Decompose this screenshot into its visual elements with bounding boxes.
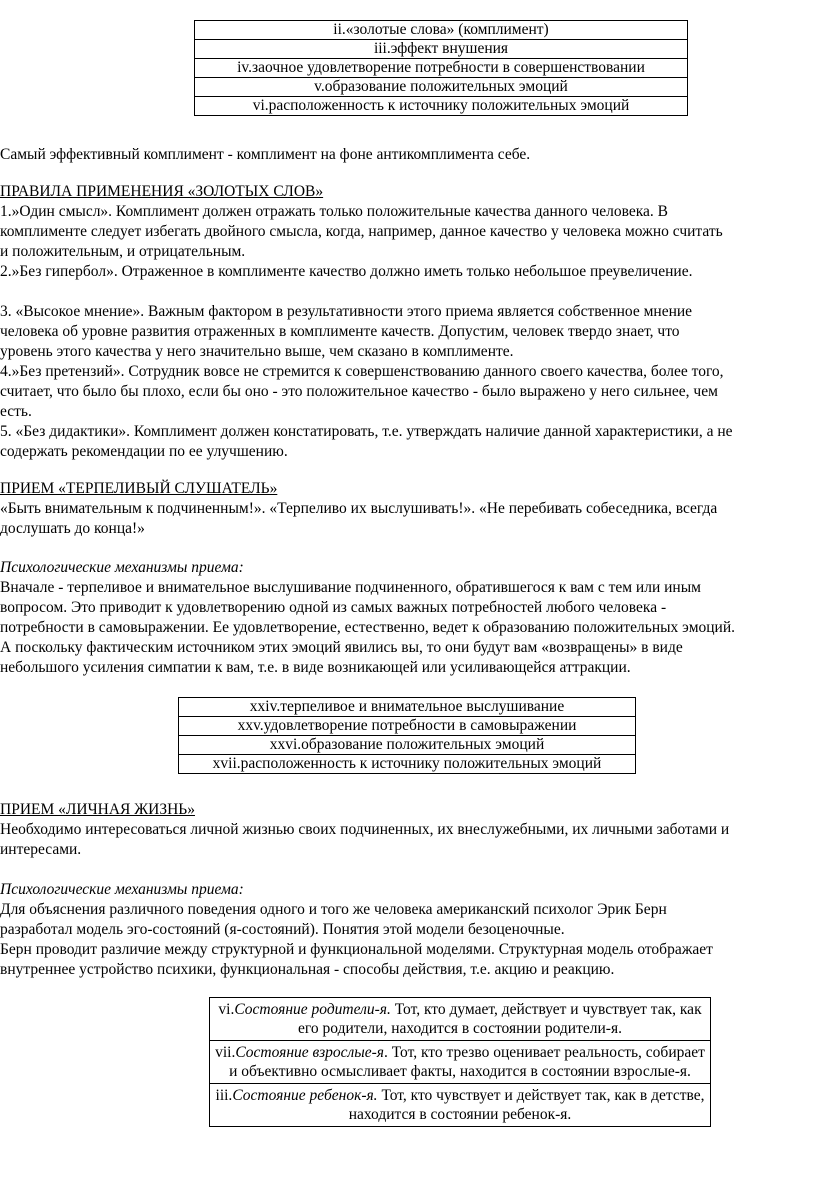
table-row: v.образование положительных эмоций [195, 78, 688, 97]
rules-line: есть. [0, 403, 32, 420]
mechanisms-line: вопросом. Это приводит к удовлетворению одной из самых важных потребностей любого человека - [0, 599, 667, 616]
rules-line: комплименте следует избегать двойного смысла, когда, например, данное качество у человека можно считать [0, 223, 723, 240]
mechanisms-line-2: внутреннее устройство психики, функциональная - способы действия, т.е. акцию и реакцию. [0, 961, 615, 978]
mechanisms-line-2: разработал модель эго-состояний (я-состояний). Понятия этой модели безоценочные. [0, 921, 565, 938]
table-row: xxv.удовлетворение потребности в самовыражении [179, 717, 636, 736]
rules-line: 5. «Без дидактики». Комплимент должен констатировать, т.е. утверждать наличие данной характеристики, а не [0, 423, 733, 440]
rules-line: уровень этого качества у него значительно выше, чем сказано в комплименте. [0, 343, 514, 360]
listener-line: «Быть внимательным к подчиненным!». «Терпеливо их выслушивать!». «Не перебивать собеседника, всегда [0, 500, 718, 517]
ego-state-row: vi.Состояние родители-я. Тот, кто думает, действует и чувствует так, как его родители, находится в состоянии родители-я. [210, 998, 711, 1041]
table-row: xxiv.терпеливое и внимательное выслушивание [179, 698, 636, 717]
rules-heading: ПРАВИЛА ПРИМЕНЕНИЯ «ЗОЛОТЫХ СЛОВ» [0, 183, 324, 200]
table-row: ii.«золотые слова» (комплимент) [195, 21, 688, 40]
mechanisms-line-2: Для объяснения различного поведения одного и того же человека американский психолог Эрик Берн [0, 901, 667, 918]
best-compliment-text: Самый эффективный комплимент - комплимент на фоне антикомплимента себе. [0, 146, 531, 163]
techniques-table-1 [194, 20, 688, 116]
ego-state-row: vii.Состояние взрослые-я. Тот, кто трезво оценивает реальность, собирает и объективно осмысливает факты, находится в состоянии взрослые-я. [210, 1041, 711, 1084]
rules-line: и положительным, и отрицательным. [0, 243, 246, 260]
private-life-heading: ПРИЕМ «ЛИЧНАЯ ЖИЗНЬ» [0, 801, 195, 818]
mechanisms-line: Вначале - терпеливое и внимательное выслушивание подчиненного, обратившегося к вам с тем или иным [0, 579, 701, 596]
table-row: xxvi.образование положительных эмоций [179, 736, 636, 755]
mechanisms-line: А поскольку фактическим источником этих эмоций явились вы, то они будут вам «возвращены» в виде [0, 639, 683, 656]
mechanisms-line: небольшого усиления симпатии к вам, т.е. в виде возникающей или усиливающейся аттракции. [0, 659, 631, 676]
mechanisms-label-2: Психологические механизмы приема: [0, 881, 244, 898]
listener-line: дослушать до конца!» [0, 520, 145, 537]
rules-line: 2.»Без гипербол». Отраженное в комплименте качество должно иметь только небольшое преувеличение. [0, 263, 693, 280]
private-life-line: Необходимо интересоваться личной жизнью своих подчиненных, их внеслужебными, их личными заботами и [0, 821, 730, 838]
rules-line: 1.»Один смысл». Комплимент должен отражать только положительные качества данного человека. В [0, 203, 669, 220]
rules-line: считает, что было бы плохо, если бы оно - это положительное качество - было выражено у него сильнее, чем [0, 383, 718, 400]
rules-line: 4.»Без претензий». Сотрудник вовсе не стремится к совершенствованию данного своего качества, более того, [0, 363, 724, 380]
table-row: xvii.расположенность к источнику положительных эмоций [179, 755, 636, 774]
ego-state-row: iii.Состояние ребенок-я. Тот, кто чувствует и действует так, как в детстве, находится в состоянии ребенок-я. [210, 1084, 711, 1127]
rules-line: содержать рекомендации по ее улучшению. [0, 443, 288, 460]
techniques-table-2 [178, 697, 636, 774]
ego-states-table [209, 997, 711, 1127]
table-row: iii.эффект внушения [195, 40, 688, 59]
private-life-line: интересами. [0, 841, 82, 858]
table-row: vi.расположенность к источнику положительных эмоций [195, 97, 688, 116]
rules-line: 3. «Высокое мнение». Важным фактором в результативности этого приема является собственное мнение [0, 303, 693, 320]
listener-heading: ПРИЕМ «ТЕРПЕЛИВЫЙ СЛУШАТЕЛЬ» [0, 480, 278, 497]
mechanisms-line: потребности в самовыражении. Ее удовлетворение, естественно, ведет к образованию положительных эмоций. [0, 619, 736, 636]
rules-line: человека об уровне развития отраженных в комплименте качеств. Допустим, человек твердо знает, что [0, 323, 680, 340]
table-row: iv.заочное удовлетворение потребности в совершенствовании [195, 59, 688, 78]
mechanisms-label: Психологические механизмы приема: [0, 559, 244, 576]
mechanisms-line-2: Берн проводит различие между структурной и функциональной моделями. Структурная модель отображает [0, 941, 713, 958]
